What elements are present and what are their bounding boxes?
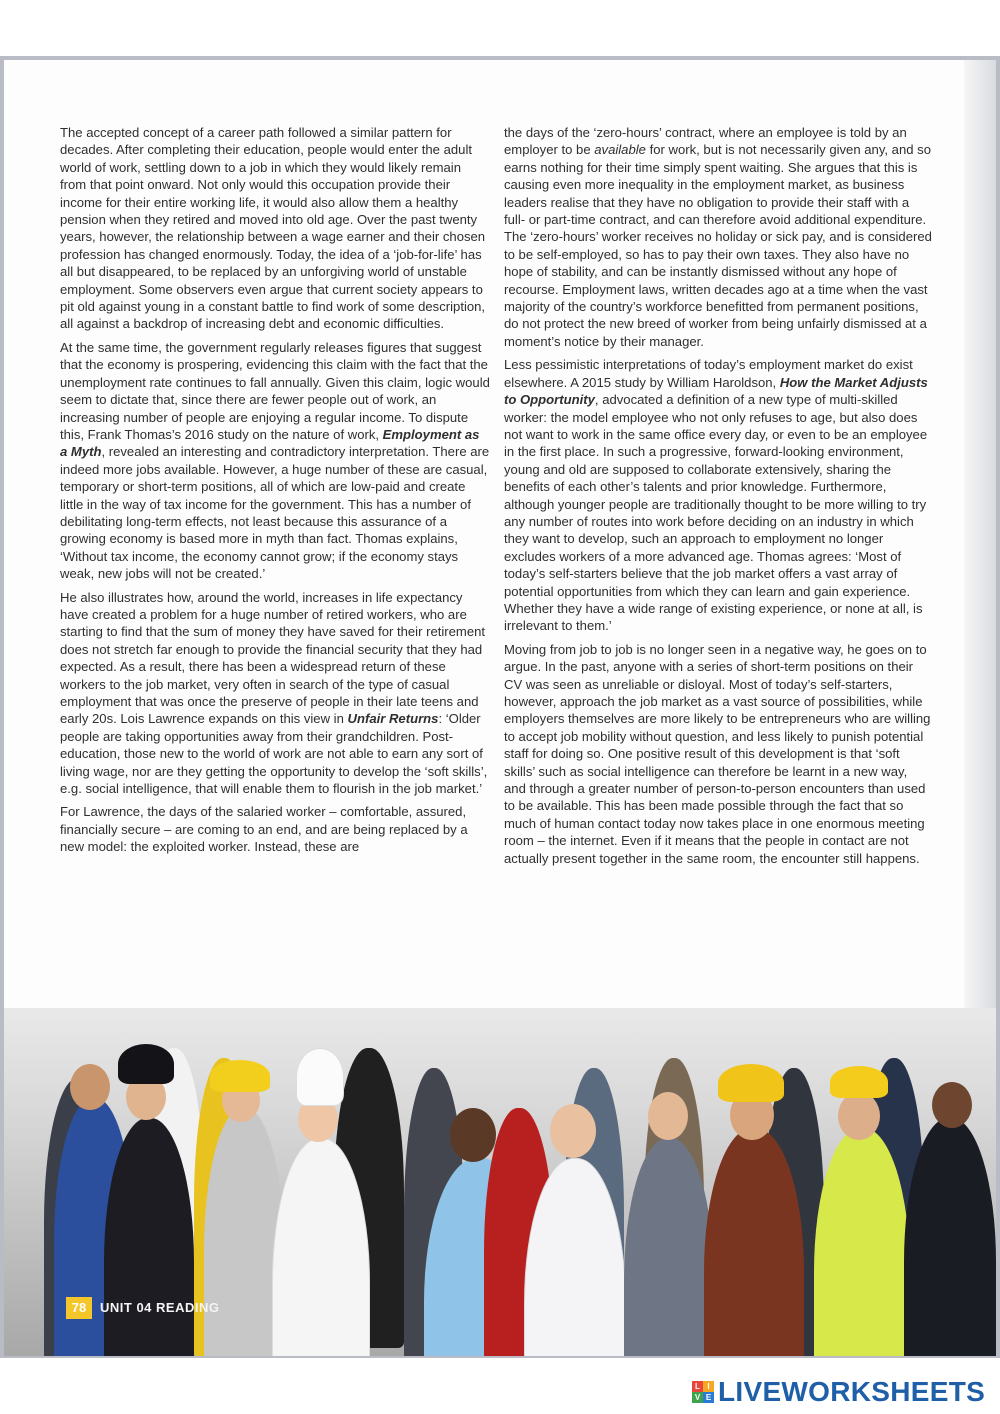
photo-head [70, 1064, 110, 1110]
paragraph-salaried-worker: For Lawrence, the days of the salaried worker – comfortable, assured, financially secure – are coming to an end, and are being replaced by a new model: the exploited worker. Instead, these are [60, 804, 468, 855]
photo-head [450, 1108, 496, 1162]
chef-hat-icon [296, 1048, 344, 1106]
paragraph-government-figures: At the same time, the government regularly releases figures that suggest that the economy is prospering, evidencing this claim with the fact that the unemployment rate continues to fall annually. Given this claim, logic would seem to dictate that, since there are fewer people out of work, an increasing number of people are enjoying a regular income. To dispute this, Frank Thomas’s 2016 study on the nature of work, Employment as a Myth, revealed an interesting and contradictory interpretation. There are indeed more jobs available. However, a huge number of these are casual, temporary or short-term positions, all of which are low-paid and create little in the way of tax income for the government. This has a number of debilitating long-term effects, not least because this assurance of a growing economy is based more in myth than fact. Thomas explains, ‘Without tax income, the economy cannot grow; if the economy stays weak, new jobs will not be created.’ [60, 339, 490, 582]
unit-label: UNIT 04 READING [100, 1300, 220, 1315]
book-title-market-adjusts: How the Market Adjusts to Opportunity [504, 374, 928, 408]
hard-hat-icon [830, 1066, 888, 1098]
book-title-employment-myth: Employment as a Myth [60, 426, 480, 460]
photo-head [932, 1082, 972, 1128]
textbook-page [4, 60, 996, 1356]
police-helmet-icon [118, 1044, 174, 1084]
hard-hat-icon [210, 1060, 270, 1092]
paragraph-career-path: The accepted concept of a career path followed a similar pattern for decades. After completing their education, people would enter the adult world of work, settling down to a job in which they would likely remain from that point onward. Not only would this occupation provide their income for their entire working life, it would also allow them a healthy pension when they retired and moved into old age. Over the past twenty years, however, the relationship between a wage earner and their chosen profession has changed enormously. Today, the idea of a ‘job-for-life’ has all but disappeared, to be replaced by an unforgiving world of unstable employment. Some observers even argue that current society appears to pit old against young in a constant battle to find work of some description, all against a backdrop of increasing debt and economic difficulties. [60, 125, 486, 332]
paragraph-life-expectancy: He also illustrates how, around the world, increases in life expectancy have created a problem for a huge number of retired workers, who are starting to find that the sum of money they have saved for their retirement does not stretch far enough to provide the financial security that they had expected. As a result, there has been a widespread return of these workers to the job market, very often in search of the type of casual employment that was once the preserve of people in their late teens and early 20s. Lois Lawrence expands on this view in Unfair Returns: ‘Older people are taking opportunities away from their grandchildren. Post-education, those new to the world of work are not able to earn any sort of living wage, nor are they getting the opportunity to develop the ‘soft skills’, e.g. social intelligence, that will enable them to flourish in the job market.’ [60, 589, 488, 797]
photo-head [648, 1092, 688, 1140]
page-number: 78 [66, 1297, 92, 1319]
liveworksheets-logo-icon: L I V E [692, 1381, 714, 1403]
photo-person-police-woman [904, 1118, 996, 1356]
book-title-unfair-returns: Unfair Returns [347, 711, 439, 727]
paragraph-less-pessimistic: Less pessimistic interpretations of today’s employment market do exist elsewhere. A 2015 study by William Haroldson, How the Market Adjusts to Opportunity, advocated a definition of a new type of multi-skilled worker: the model employee who not only refuses to age, but also does not want to work in the same office every day, or even to be an employee in the first place. In such a progressive, forward-looking environment, young and old are supposed to collaborate extensively, sharing the benefits of each other’s talents and prior knowledge. Furthermore, although younger people are traditionally thought to be more willing to try any number of routes into work before deciding on an industry in which they want to develop, such an approach to employment no longer excludes workers of a more advanced age. Thomas agrees: ‘Most of today’s self-starters believe that the job market offers a vast array of potential opportunities from which they can learn and gain experience. Whether they have a wide range of existing experience, or none at all, is irrelevant to them.’ [504, 357, 928, 634]
photo-head [838, 1092, 880, 1140]
article-left-column [60, 124, 490, 862]
paragraph-zero-hours: the days of the ‘zero-hours’ contract, where an employee is told by an employer to be available for work, but is not necessarily given any, and so earns nothing for their time simply spent waiting. She argues that this is causing even more inequality in the employment market, as business leaders realise that they have no obligation to provide their staff with a full- or part-time contract, and can therefore avoid additional expenditure. The ‘zero-hours’ worker receives no holiday or sick pay, and is considered to be self-employed, so has to pay their own taxes. They also have no hope of stability, and can be instantly dismissed without any hope of recourse. Employment laws, written decades ago at a time when the vast majority of the country’s workforce benefitted from permanent positions, do not protect the new breed of worker from being unfairly dismissed at a moment’s notice by their manager. [504, 125, 932, 349]
liveworksheets-brand [692, 1376, 985, 1408]
fire-helmet-icon [718, 1064, 784, 1102]
paragraph-job-to-job: Moving from job to job is no longer seen in a negative way, he goes on to argue. In the past, anyone with a series of short-term positions on their CV was seen as unreliable or disloyal. Most of today’s self-starters, however, approach the job market as a vast source of possibilities, while employers themselves are more likely to be entrepreneurs who are willing to accept job mobility without question, and less likely to punish potential staff for doing so. One positive result of this development is that ‘soft skills’ such as social intelligence can therefore be learnt in a new way, and through a greater number of person-to-person encounters than used to be available. This has been made possible through the fact that so much of human contact today now takes place in one enormous meeting room – the internet. Even if it means that the people in contact are not actually present together in the same room, the encounter still happens. [504, 641, 931, 866]
article-right-column [504, 124, 932, 873]
photo-head [550, 1104, 596, 1158]
liveworksheets-wordmark: LIVEWORKSHEETS [718, 1376, 986, 1407]
